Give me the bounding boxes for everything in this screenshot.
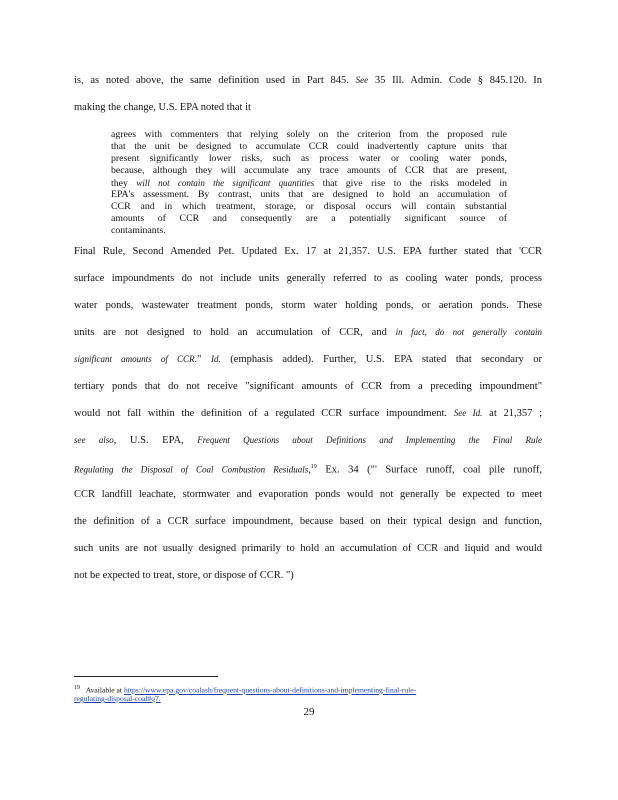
body-line: tertiary ponds that do not receive "significant amounts of CCR from a preceding impoundment" [74, 381, 542, 392]
quote-line: EPA's assessment. By contrast, units that are designed to hold an accumulation of [111, 189, 507, 200]
body-line: water ponds, wastewater treatment ponds, storm water holding ponds, or aeration ponds. These [74, 300, 542, 311]
footnote-link-continued[interactable]: regulating-disposal-coal#q7. [74, 694, 161, 703]
footnote-number: 19 [74, 685, 80, 691]
footnote-divider [74, 676, 218, 677]
quote-line: that the unit be designed to accumulate CCR could inadvertently capture units that [111, 141, 507, 152]
citation-signal: see also [74, 435, 114, 445]
body-line: CCR landfill leachate, stormwater and evaporation ponds would not generally be expected to meet [74, 489, 542, 500]
body-line: surface impoundments do not include units generally referred to as cooling water ponds, process [74, 273, 542, 284]
quote-line: present significantly lower risks, such as process water or cooling water ponds, [111, 153, 507, 164]
body-line: Regulating the Disposal of Coal Combustion Residuals,$^{19}$ Ex. 34 ("' Surface runoff, coal pile runoff, [74, 464, 542, 476]
quote-line: CCR and in which treatment, storage, or disposal occurs will contain substantial [111, 201, 507, 212]
body-line: making the change, U.S. EPA noted that it [74, 102, 251, 113]
citation-signal: See [355, 75, 369, 85]
body-line: significant amounts of CCR." Id. (emphasis added). Further, U.S. EPA stated that secondary or [74, 354, 543, 365]
document-title: Frequent Questions about Definitions and Implementing the Final Rule [197, 435, 542, 445]
footnote-reference[interactable]: 19 [310, 464, 317, 470]
body-line: see also, U.S. EPA, Frequent Questions about Definitions and Implementing the Final Rule [74, 435, 542, 446]
citation-signal: Id. [210, 354, 221, 364]
quote-line: because, although they will accumulate any trace amounts of CCR that are present, [111, 165, 507, 176]
emphasis-text: in fact, do not generally contain [395, 327, 543, 337]
footnote-continuation [74, 694, 542, 704]
footnote-label: Available at [85, 685, 123, 695]
body-line: not be expected to treat, store, or dispose of CCR. ") [74, 570, 294, 581]
quote-line: agrees with commenters that relying solely on the criterion from the proposed rule [111, 129, 507, 140]
emphasis-text: will not contain the significant quantities [136, 178, 315, 188]
document-title: Regulating the Disposal of Coal Combustion Residuals [74, 464, 309, 475]
body-line: would not fall within the definition of a regulated CCR surface impoundment. See Id. at 21,357 ; [74, 408, 543, 419]
quote-line: they will not contain the significant quantities that give rise to the risks modeled in [111, 178, 508, 189]
body-line: the definition of a CCR surface impoundment, because based on their typical design and function, [74, 516, 542, 527]
page-number: 29 [303, 706, 315, 718]
body-line: such units are not usually designed primarily to hold an accumulation of CCR and liquid and would [74, 543, 542, 554]
quote-line: contaminants. [111, 225, 166, 236]
body-line: units are not designed to hold an accumulation of CCR, and in fact, do not generally contain [74, 327, 543, 338]
quote-line: amounts of CCR and consequently are a potentially significant source of [111, 213, 507, 224]
citation-signal: See Id. [453, 408, 483, 418]
emphasis-text: significant amounts of CCR [74, 354, 195, 364]
body-line: is, as noted above, the same definition used in Part 845. See 35 Ill. Admin. Code § 845.120. In [74, 75, 543, 86]
body-line: Final Rule, Second Amended Pet. Updated Ex. 17 at 21,357. U.S. EPA further stated that 'CCR [74, 246, 542, 257]
footnote-link[interactable]: https://www.epa.gov/coalash/frequent-questions-about-definitions-and-implementing-final-rule- [123, 685, 417, 695]
